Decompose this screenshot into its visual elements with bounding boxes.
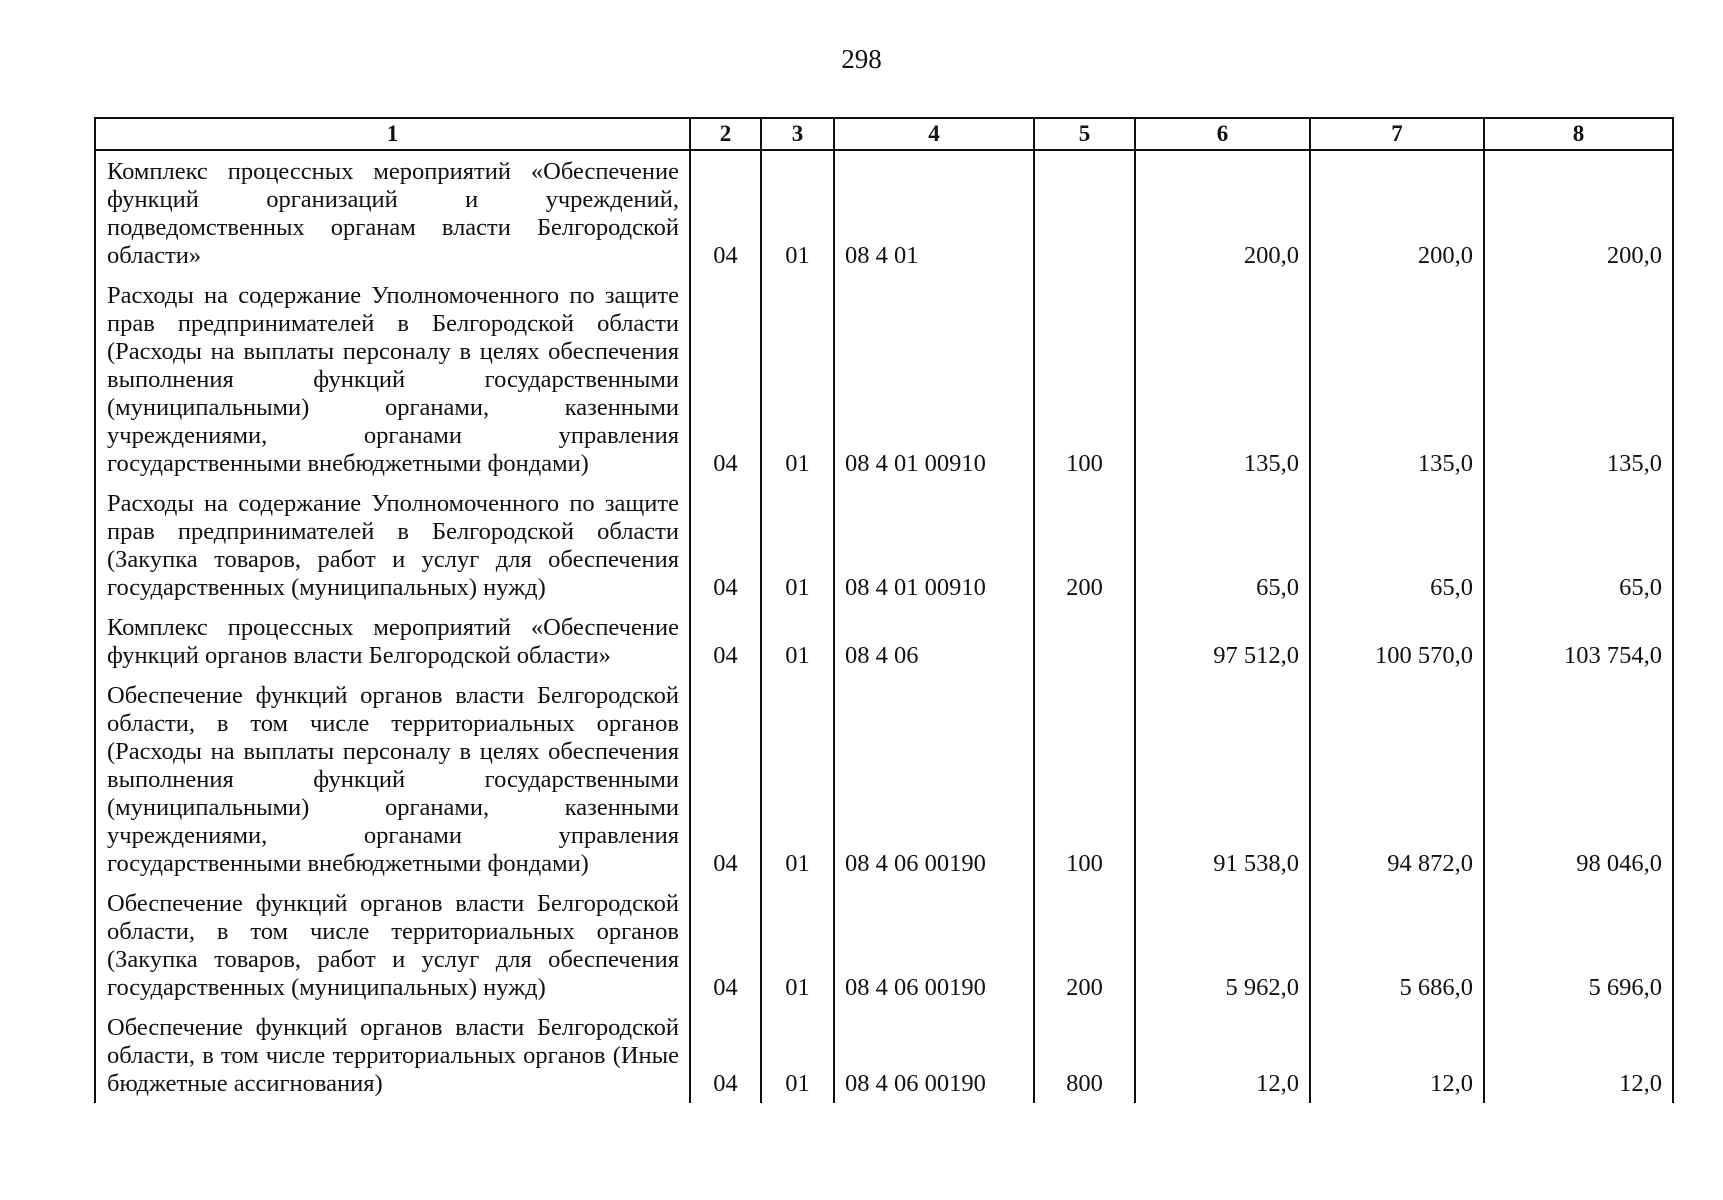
- target-article-code: 08 4 06 00190: [834, 675, 1034, 883]
- table-row: [95, 150, 1673, 275]
- amount-col-7: 94 872,0: [1310, 675, 1484, 883]
- subsection-code: 01: [761, 1007, 834, 1103]
- amount-col-8: 103 754,0: [1484, 607, 1673, 675]
- amount-col-7: 135,0: [1310, 275, 1484, 483]
- table-row: [95, 1007, 1673, 1103]
- column-header-5: 5: [1034, 118, 1135, 150]
- subsection-code: 01: [761, 883, 834, 1007]
- expense-type-code: 200: [1034, 483, 1135, 607]
- row-name: Расходы на содержание Уполномоченного по защите прав предпринимателей в Белгородской области (Закупка товаров, работ и услуг для обеспечения государственных (муниципальных) нужд): [95, 483, 690, 607]
- amount-col-8: 98 046,0: [1484, 675, 1673, 883]
- target-article-code: 08 4 06 00190: [834, 1007, 1034, 1103]
- target-article-code: 08 4 01 00910: [834, 483, 1034, 607]
- section-code: 04: [690, 275, 761, 483]
- row-name: Обеспечение функций органов власти Белгородской области, в том числе территориальных органов (Закупка товаров, работ и услуг для обеспечения государственных (муниципальных) нужд): [95, 883, 690, 1007]
- expense-type-code: 100: [1034, 675, 1135, 883]
- amount-col-6: 97 512,0: [1135, 607, 1310, 675]
- amount-col-6: 135,0: [1135, 275, 1310, 483]
- amount-col-7: 200,0: [1310, 150, 1484, 275]
- table-header-row: [95, 118, 1673, 150]
- column-header-8: 8: [1484, 118, 1673, 150]
- amount-col-7: 100 570,0: [1310, 607, 1484, 675]
- expense-type-code: 100: [1034, 275, 1135, 483]
- section-code: 04: [690, 607, 761, 675]
- amount-col-7: 65,0: [1310, 483, 1484, 607]
- expense-type-code: 200: [1034, 883, 1135, 1007]
- row-name: Обеспечение функций органов власти Белгородской области, в том числе территориальных органов (Иные бюджетные ассигнования): [95, 1007, 690, 1103]
- section-code: 04: [690, 1007, 761, 1103]
- page-number: 298: [841, 44, 882, 74]
- budget-table: [94, 117, 1674, 1103]
- subsection-code: 01: [761, 607, 834, 675]
- target-article-code: 08 4 01 00910: [834, 275, 1034, 483]
- section-code: 04: [690, 883, 761, 1007]
- amount-col-6: 12,0: [1135, 1007, 1310, 1103]
- amount-col-8: 5 696,0: [1484, 883, 1673, 1007]
- amount-col-8: 12,0: [1484, 1007, 1673, 1103]
- row-name: Комплекс процессных мероприятий «Обеспечение функций органов власти Белгородской области»: [95, 607, 690, 675]
- expense-type-code: [1034, 607, 1135, 675]
- target-article-code: 08 4 06 00190: [834, 883, 1034, 1007]
- column-header-2: 2: [690, 118, 761, 150]
- column-header-4: 4: [834, 118, 1034, 150]
- amount-col-6: 200,0: [1135, 150, 1310, 275]
- amount-col-8: 65,0: [1484, 483, 1673, 607]
- amount-col-6: 65,0: [1135, 483, 1310, 607]
- row-name: Обеспечение функций органов власти Белгородской области, в том числе территориальных органов (Расходы на выплаты персоналу в целях обеспечения выполнения функций государственными (муниципальными) органами, казенными учреждениями, органами управления государственными внебюджетными фондами): [95, 675, 690, 883]
- column-header-3: 3: [761, 118, 834, 150]
- amount-col-7: 12,0: [1310, 1007, 1484, 1103]
- subsection-code: 01: [761, 275, 834, 483]
- column-header-6: 6: [1135, 118, 1310, 150]
- table-row: [95, 275, 1673, 483]
- amount-col-8: 200,0: [1484, 150, 1673, 275]
- table-row: [95, 883, 1673, 1007]
- target-article-code: 08 4 01: [834, 150, 1034, 275]
- section-code: 04: [690, 483, 761, 607]
- table-row: [95, 607, 1673, 675]
- table-row: [95, 675, 1673, 883]
- expense-type-code: 800: [1034, 1007, 1135, 1103]
- section-code: 04: [690, 675, 761, 883]
- subsection-code: 01: [761, 675, 834, 883]
- amount-col-6: 91 538,0: [1135, 675, 1310, 883]
- amount-col-8: 135,0: [1484, 275, 1673, 483]
- amount-col-6: 5 962,0: [1135, 883, 1310, 1007]
- row-name: Комплекс процессных мероприятий «Обеспечение функций организаций и учреждений, подведомственных органам власти Белгородской области»: [95, 150, 690, 275]
- column-header-1: 1: [95, 118, 690, 150]
- expense-type-code: [1034, 150, 1135, 275]
- subsection-code: 01: [761, 483, 834, 607]
- row-name: Расходы на содержание Уполномоченного по защите прав предпринимателей в Белгородской области (Расходы на выплаты персоналу в целях обеспечения выполнения функций государственными (муниципальными) органами, казенными учреждениями, органами управления государственными внебюджетными фондами): [95, 275, 690, 483]
- table-row: [95, 483, 1673, 607]
- subsection-code: 01: [761, 150, 834, 275]
- target-article-code: 08 4 06: [834, 607, 1034, 675]
- column-header-7: 7: [1310, 118, 1484, 150]
- amount-col-7: 5 686,0: [1310, 883, 1484, 1007]
- section-code: 04: [690, 150, 761, 275]
